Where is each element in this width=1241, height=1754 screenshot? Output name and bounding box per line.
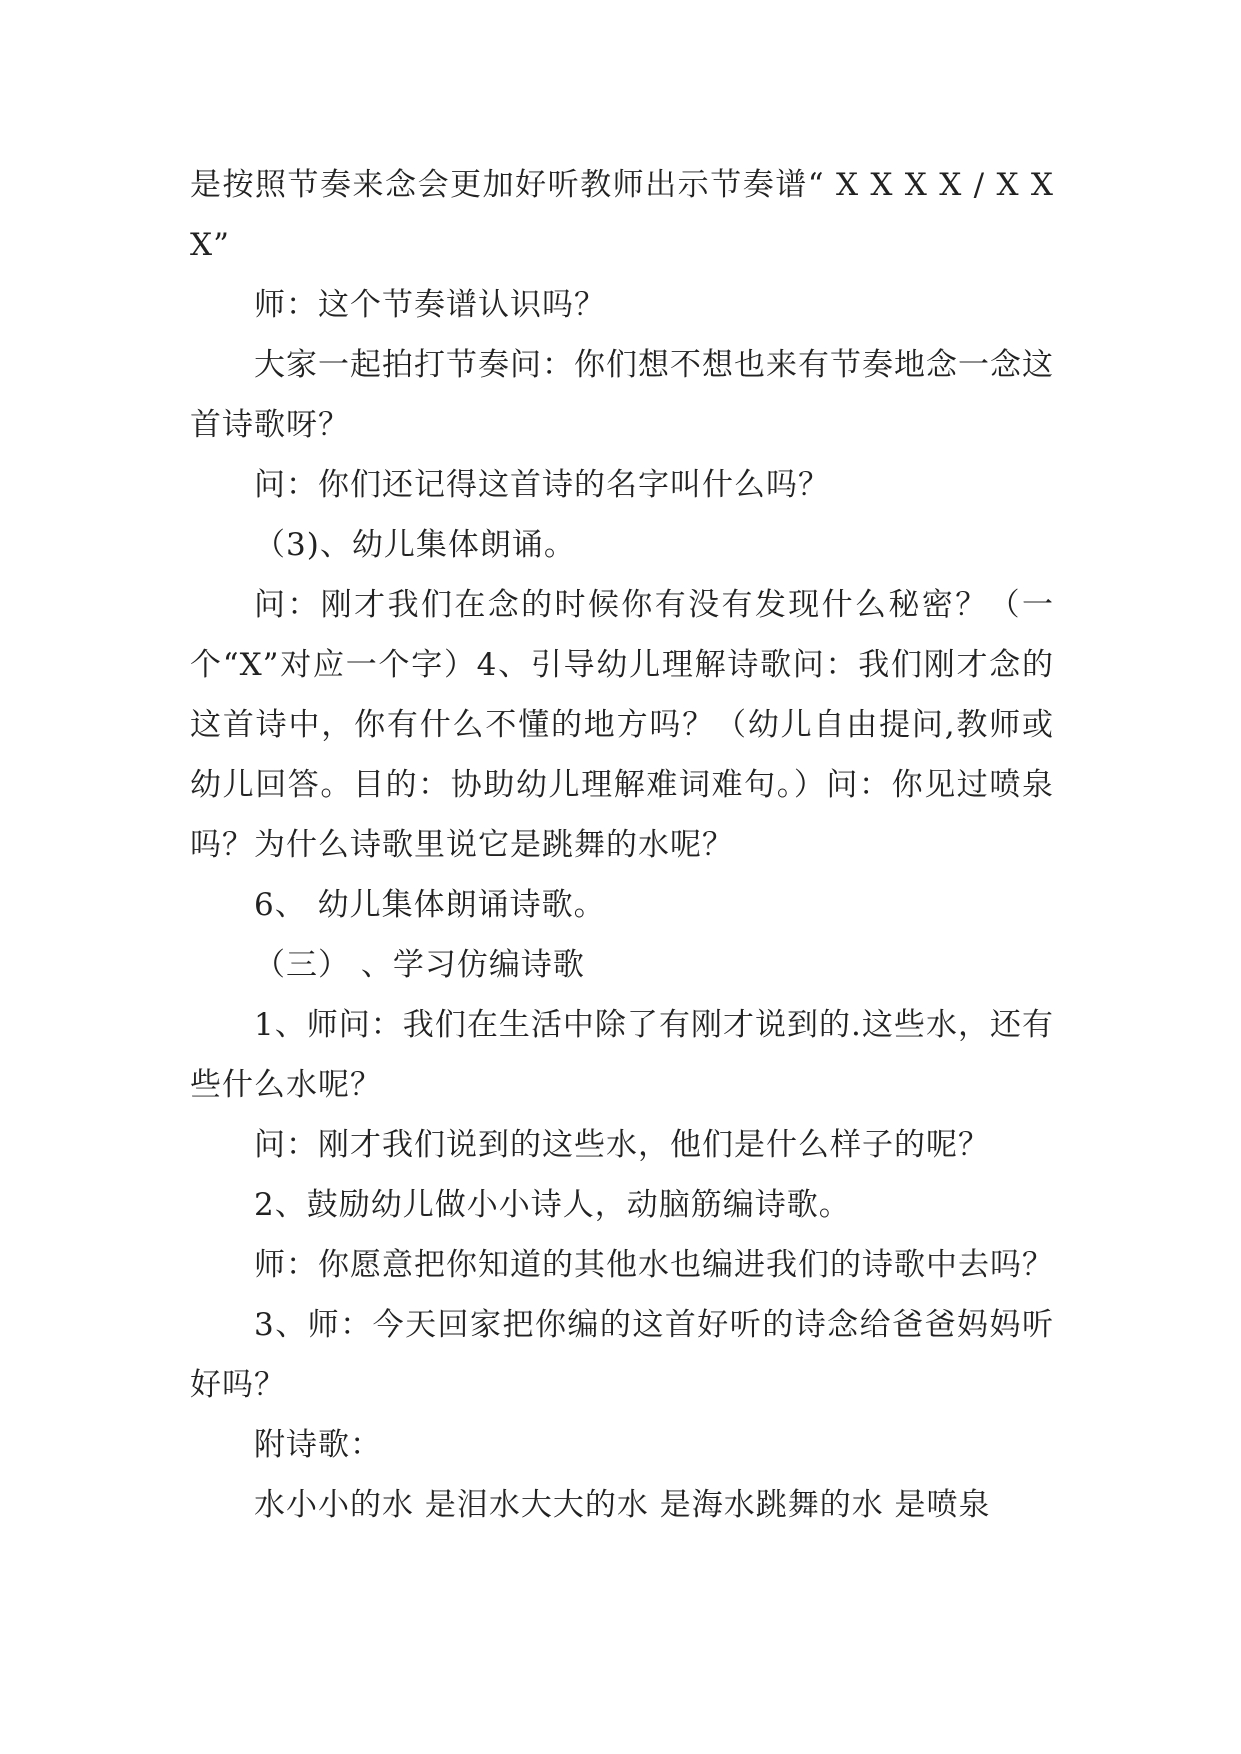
paragraph-secret-question: 问：刚才我们在念的时候你有没有发现什么秘密？（一个“X”对应一个字）4、引导幼儿理解诗歌问：我们刚才念的这首诗中，你有什么不懂的地方吗？（幼儿自由提问,教师或幼儿回答。目的：协助幼儿理解难词难句。）问：你见过喷泉吗？为什么诗歌里说它是跳舞的水呢？ — [190, 587, 1054, 863]
paragraph-step-6: 6、 幼儿集体朗诵诗歌。 — [254, 887, 606, 923]
document-body — [190, 155, 1054, 1535]
paragraph-appendix-label: 附诗歌： — [254, 1427, 382, 1463]
paragraph-teacher-question: 师：这个节奏谱认识吗？ — [254, 287, 606, 323]
section-heading-imitation: （三） 、学习仿编诗歌 — [254, 947, 585, 983]
paragraph-clap-rhythm: 大家一起拍打节奏问：你们想不想也来有节奏地念一念这首诗歌呀？ — [190, 347, 1054, 443]
paragraph-water-shape-question: 问：刚才我们说到的这些水，他们是什么样子的呢？ — [254, 1127, 990, 1163]
paragraph-rhythm-intro: 是按照节奏来念会更加好听教师出示节奏谱“ X X X X / X X X” — [190, 167, 1054, 263]
paragraph-step-2: 2、鼓励幼儿做小小诗人，动脑筋编诗歌。 — [254, 1187, 851, 1223]
paragraph-poem-name-question: 问：你们还记得这首诗的名字叫什么吗？ — [254, 467, 830, 503]
paragraph-group-recital: （3)、幼儿集体朗诵。 — [254, 527, 576, 563]
paragraph-teacher-invite: 师：你愿意把你知道的其他水也编进我们的诗歌中去吗？ — [254, 1247, 1054, 1283]
paragraph-step-3: 3、师：今天回家把你编的这首好听的诗念给爸爸妈妈听好吗？ — [190, 1307, 1054, 1403]
paragraph-poem-text: 水小小的水 是泪水大大的水 是海水跳舞的水 是喷泉 — [254, 1487, 991, 1523]
paragraph-step-1: 1、师问：我们在生活中除了有刚才说到的.这些水，还有些什么水呢？ — [190, 1007, 1054, 1103]
